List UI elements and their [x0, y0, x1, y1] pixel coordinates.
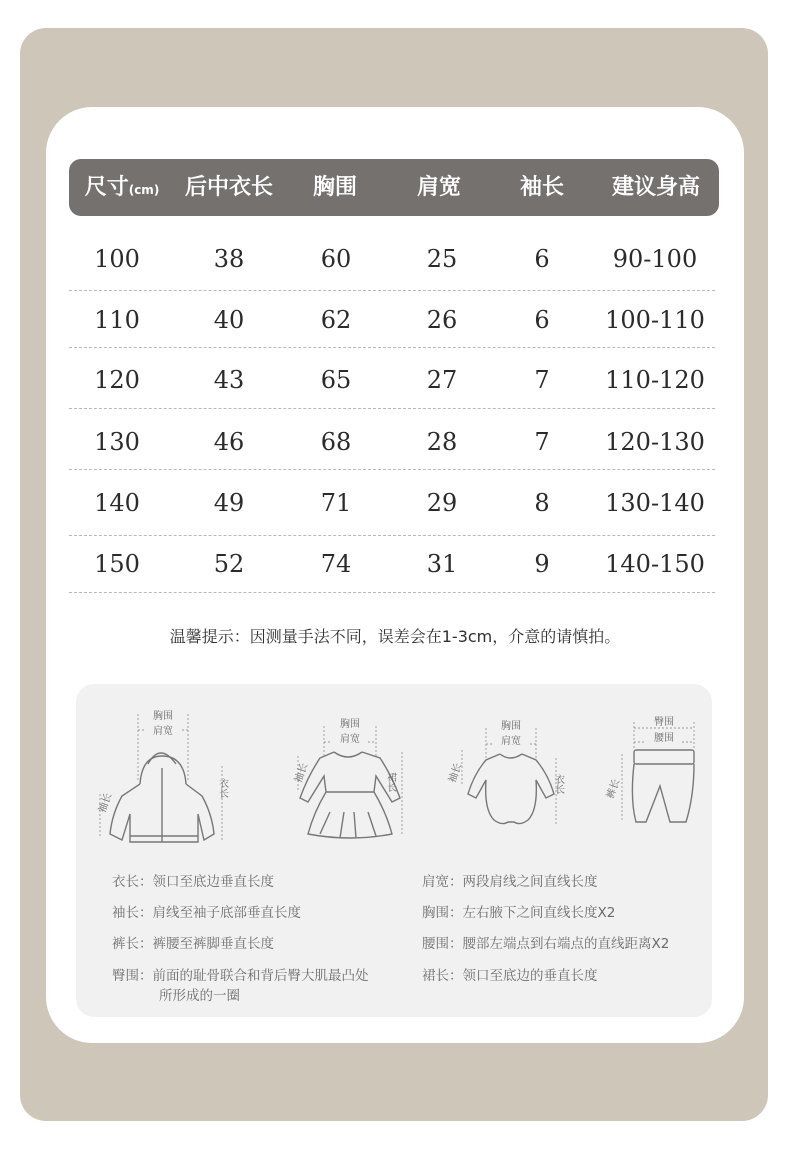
cell-sleeve: 7 [534, 428, 550, 456]
cell-sleeve: 9 [534, 550, 550, 578]
cell-back-length: 46 [213, 428, 245, 456]
header-height: 建议身高 [611, 175, 701, 200]
row-divider [69, 347, 715, 348]
definition-item: 裙长：领口至底边的垂直长度 [422, 968, 598, 984]
cell-shoulder: 28 [426, 428, 458, 456]
label-length-vertical [217, 777, 229, 799]
label-sleeve: 袖长 [293, 761, 311, 785]
cell-size: 100 [94, 245, 140, 273]
cell-shoulder: 31 [426, 550, 458, 578]
cell-chest: 74 [320, 550, 352, 578]
definition-item: 臀围：前面的耻骨联合和背后臀大肌最凸处 所形成的一圈 [112, 968, 369, 1004]
definition-item: 腰围：腰部左端点到右端点的直线距离X2 [422, 936, 670, 952]
label-chest: 胸围 [340, 719, 360, 730]
definition-item: 肩宽：两段肩线之间直线长度 [422, 874, 598, 890]
cell-sleeve: 7 [534, 366, 550, 394]
header-back-length: 后中衣长 [184, 175, 274, 200]
svg-text:衣长: 衣长 [216, 778, 228, 798]
pants-icon [602, 710, 702, 830]
table-row [69, 229, 719, 290]
cell-back-length: 43 [213, 366, 245, 394]
label-chest: 胸围 [501, 721, 521, 732]
jacket-icon [90, 704, 230, 849]
cell-height: 120-130 [605, 428, 705, 456]
header-size: 尺寸(cm) [84, 175, 160, 200]
label-length-vertical [553, 773, 565, 795]
table-row [69, 290, 719, 351]
definition-item: 袖长：肩线至袖子底部垂直长度 [112, 905, 301, 921]
cell-height: 140-150 [605, 550, 705, 578]
cell-size: 140 [94, 489, 140, 517]
label-sleeve: 袖长 [97, 791, 115, 815]
table-header [69, 159, 719, 216]
header-sleeve: 袖长 [519, 175, 565, 200]
row-divider [69, 408, 715, 409]
cell-height: 100-110 [605, 306, 705, 334]
cell-chest: 68 [320, 428, 352, 456]
cell-chest: 71 [320, 489, 352, 517]
cell-shoulder: 29 [426, 489, 458, 517]
label-shoulder: 肩宽 [501, 736, 521, 747]
cell-sleeve: 6 [534, 245, 550, 273]
cell-sleeve: 8 [534, 489, 550, 517]
definition-item: 胸围：左右腋下之间直线长度X2 [422, 905, 616, 921]
cell-size: 120 [94, 366, 140, 394]
cell-size: 110 [94, 306, 140, 334]
cell-height: 90-100 [612, 245, 698, 273]
cell-size: 150 [94, 550, 140, 578]
cell-shoulder: 27 [426, 366, 458, 394]
definition-item: 裤长：裤腰至裤脚垂直长度 [112, 936, 274, 952]
cell-back-length: 49 [213, 489, 245, 517]
row-divider [69, 469, 715, 470]
header-shoulder: 肩宽 [416, 175, 462, 200]
table-row [69, 412, 719, 473]
dress-icon [290, 712, 410, 842]
label-chest: 胸围 [153, 711, 173, 722]
cell-back-length: 52 [213, 550, 245, 578]
table-row [69, 534, 719, 595]
label-hip: 臀围 [654, 717, 674, 728]
label-sleeve: 袖长 [447, 761, 465, 785]
cell-sleeve: 6 [534, 306, 550, 334]
cell-back-length: 40 [213, 306, 245, 334]
measurement-tip: 温馨提示：因测量手法不同，误差会在1-3cm，介意的请慎拍。 [169, 627, 621, 646]
cell-back-length: 38 [213, 245, 245, 273]
svg-text:裙长: 裙长 [384, 772, 396, 792]
cell-shoulder: 26 [426, 306, 458, 334]
cell-chest: 60 [320, 245, 352, 273]
header-chest: 胸围 [312, 175, 358, 200]
table-row [69, 350, 719, 411]
label-shoulder: 肩宽 [153, 726, 173, 737]
table-row [69, 473, 719, 534]
svg-text:衣长: 衣长 [552, 774, 564, 794]
label-skirt-length [385, 772, 397, 793]
cell-chest: 65 [320, 366, 352, 394]
label-waist: 腰围 [654, 733, 674, 744]
row-divider [69, 592, 715, 593]
cell-chest: 62 [320, 306, 352, 334]
cell-height: 130-140 [605, 489, 705, 517]
definition-item: 衣长：领口至底边垂直长度 [112, 874, 274, 890]
cell-height: 110-120 [605, 366, 705, 394]
cell-size: 130 [94, 428, 140, 456]
cell-shoulder: 25 [426, 245, 458, 273]
romper-icon [446, 714, 576, 834]
label-shoulder: 肩宽 [340, 734, 360, 745]
label-pants-length: 裤长 [605, 777, 623, 801]
